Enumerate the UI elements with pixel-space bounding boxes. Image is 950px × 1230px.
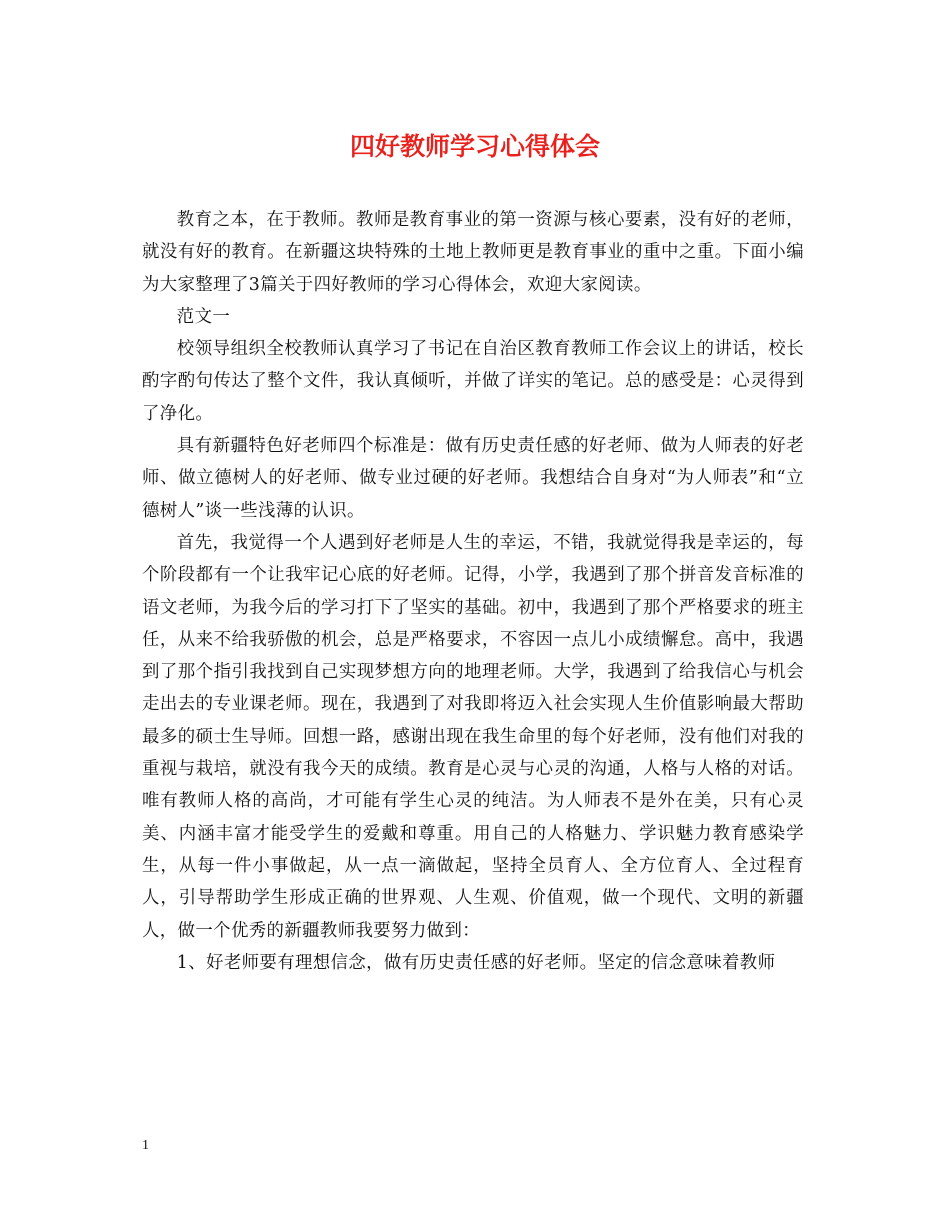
document-title: 四好教师学习心得体会 (349, 132, 600, 161)
paragraph-intro: 教育之本，在于教师。教师是教育事业的第一资源与核心要素，没有好的老师，就没有好的教育。在新疆这块特殊的土地上教师更是教育事业的重中之重。下面小编为大家整理了3篇关于四好教师的学习心得体会，欢迎大家阅读。 (142, 210, 804, 295)
paragraph-sample-heading: 范文一 (176, 306, 231, 327)
page-number: 1 (142, 1138, 149, 1153)
paragraph-meeting: 校领导组织全校教师认真学习了书记在自治区教育教师工作会议上的讲话，校长酌字酌句传达了整个文件，我认真倾听，并做了详实的笔记。总的感受是：心灵得到了净化。 (142, 339, 804, 424)
document-body (142, 204, 804, 979)
paragraph-good-teachers: 首先，我觉得一个人遇到好老师是人生的幸运，不错，我就觉得我是幸运的，每个阶段都有一个让我牢记心底的好老师。记得，小学，我遇到了那个拼音发音标准的语文老师，为我今后的学习打下了坚实的基础。初中，我遇到了那个严格要求的班主任，从来不给我骄傲的机会，总是严格要求，不容因一点儿小成绩懈怠。高中，我遇到了那个指引我找到自己实现梦想方向的地理老师。大学，我遇到了给我信心与机会走出去的专业课老师。现在，我遇到了对我即将迈入社会实现人生价值影响最大帮助最多的硕士生导师。回想一路，感谢出现在我生命里的每个好老师，没有他们对我的重视与栽培，就没有我今天的成绩。教育是心灵与心灵的沟通，人格与人格的对话。唯有教师人格的高尚，才可能有学生心灵的纯洁。为人师表不是外在美，只有心灵美、内涵丰富才能受学生的爱戴和尊重。用自己的人格魅力、学识魅力教育感染学生，从每一件小事做起，从一点一滴做起，坚持全员育人、全方位育人、全过程育人，引导帮助学生形成正确的世界观、人生观、价值观，做一个现代、文明的新疆人，做一个优秀的新疆教师我要努力做到： (142, 532, 804, 941)
paragraph-point-one: 1、好老师要有理想信念，做有历史责任感的好老师。坚定的信念意味着教师 (176, 952, 776, 973)
paragraph-four-standards: 具有新疆特色好老师四个标准是：做有历史责任感的好老师、做为人师表的好老师、做立德树人的好老师、做专业过硬的好老师。我想结合自身对“为人师表”和“立德树人”谈一些浅薄的认识。 (142, 436, 804, 521)
